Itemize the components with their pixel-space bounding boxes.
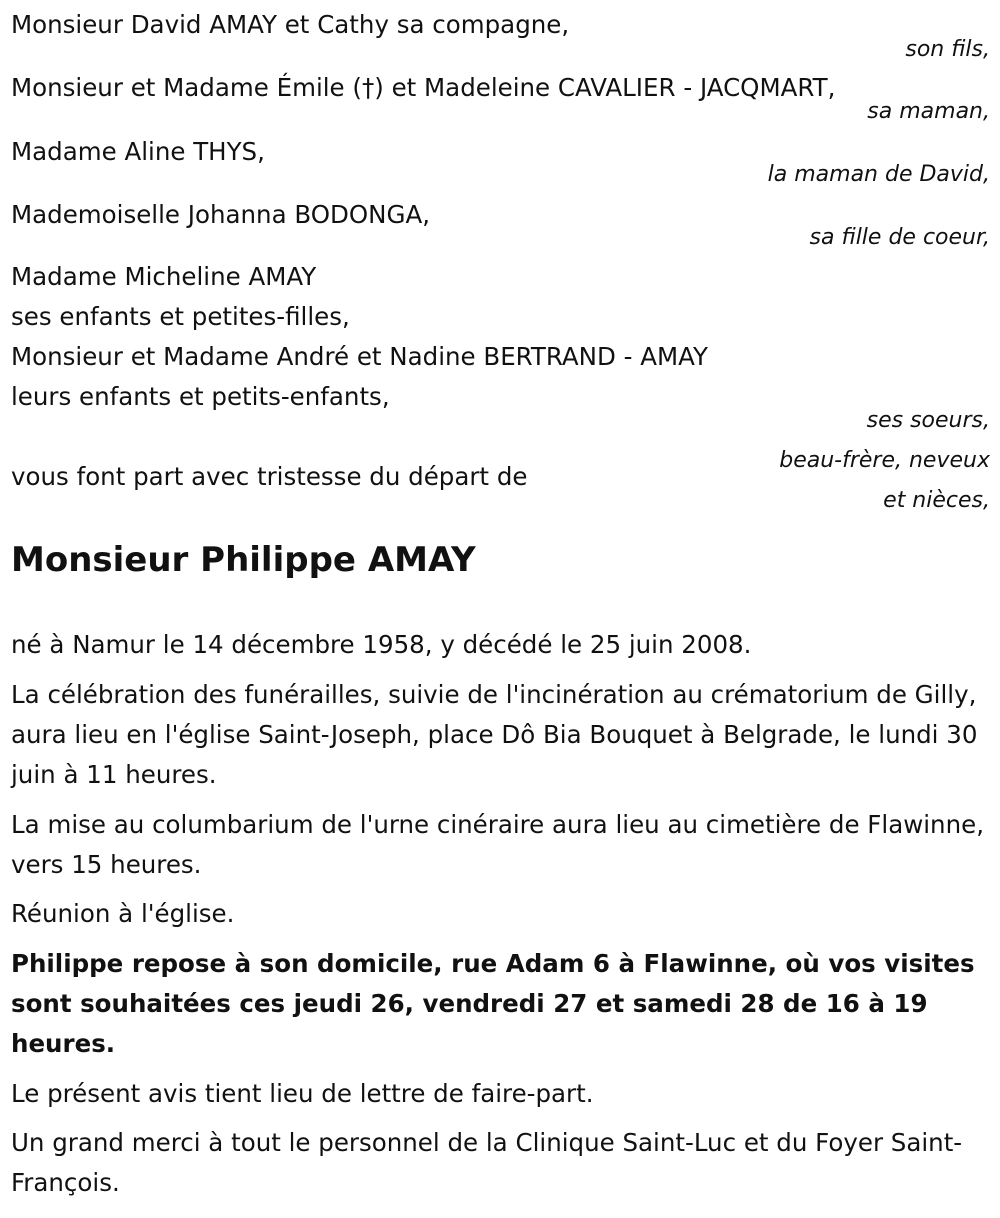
deceased-name: Monsieur Philippe AMAY [11, 540, 476, 580]
announcement-text: vous font part avec tristesse du départ de [11, 462, 528, 491]
relation-sisters: ses soeurs, [866, 408, 990, 433]
birth-death-paragraph: né à Namur le 14 décembre 1958, y décédé le 25 juin 2008. [11, 630, 752, 659]
notice-paragraph: Le présent avis tient lieu de lettre de faire-part. [11, 1079, 594, 1108]
family-line-cavalier: Monsieur et Madame Émile (†) et Madeleine CAVALIER - JACQMART, [11, 73, 836, 102]
ceremony-paragraph: La célébration des funérailles, suivie de l'incinération au crématorium de Gilly, aura lieu en l'église Saint-Joseph, place Dô Bia Bouquet à Belgrade, le lundi 30 juin à 11 heures. [11, 680, 978, 789]
family-line-thys: Madame Aline THYS, [11, 137, 265, 166]
relation-son: son fils, [905, 37, 990, 62]
family-line-bertrand: Monsieur et Madame André et Nadine BERTRAND - AMAY [11, 342, 709, 371]
family-line-bodonga: Mademoiselle Johanna BODONGA, [11, 200, 431, 229]
relation-nieces: et nièces, [883, 488, 990, 513]
family-line-children: ses enfants et petites-filles, [11, 302, 350, 331]
family-line-micheline: Madame Micheline AMAY [11, 262, 317, 291]
relation-nephews: beau-frère, neveux [779, 448, 990, 473]
family-line-david: Monsieur David AMAY et Cathy sa compagne, [11, 10, 570, 39]
relation-mother: sa maman, [867, 99, 990, 124]
columbarium-paragraph: La mise au columbarium de l'urne cinéraire aura lieu au cimetière de Flawinne, vers 15 heures. [11, 810, 984, 879]
family-line-grandchildren: leurs enfants et petits-enfants, [11, 382, 390, 411]
reunion-paragraph: Réunion à l'église. [11, 899, 235, 928]
visits-paragraph: Philippe repose à son domicile, rue Adam 6 à Flawinne, où vos visites sont souhaitées ces jeudi 26, vendredi 27 et samedi 28 de 16 à 19 heures. [11, 949, 975, 1058]
relation-davids-mother: la maman de David, [767, 162, 990, 187]
relation-heart-daughter: sa fille de coeur, [809, 225, 990, 250]
thanks-paragraph: Un grand merci à tout le personnel de la Clinique Saint-Luc et du Foyer Saint-François. [11, 1128, 963, 1197]
